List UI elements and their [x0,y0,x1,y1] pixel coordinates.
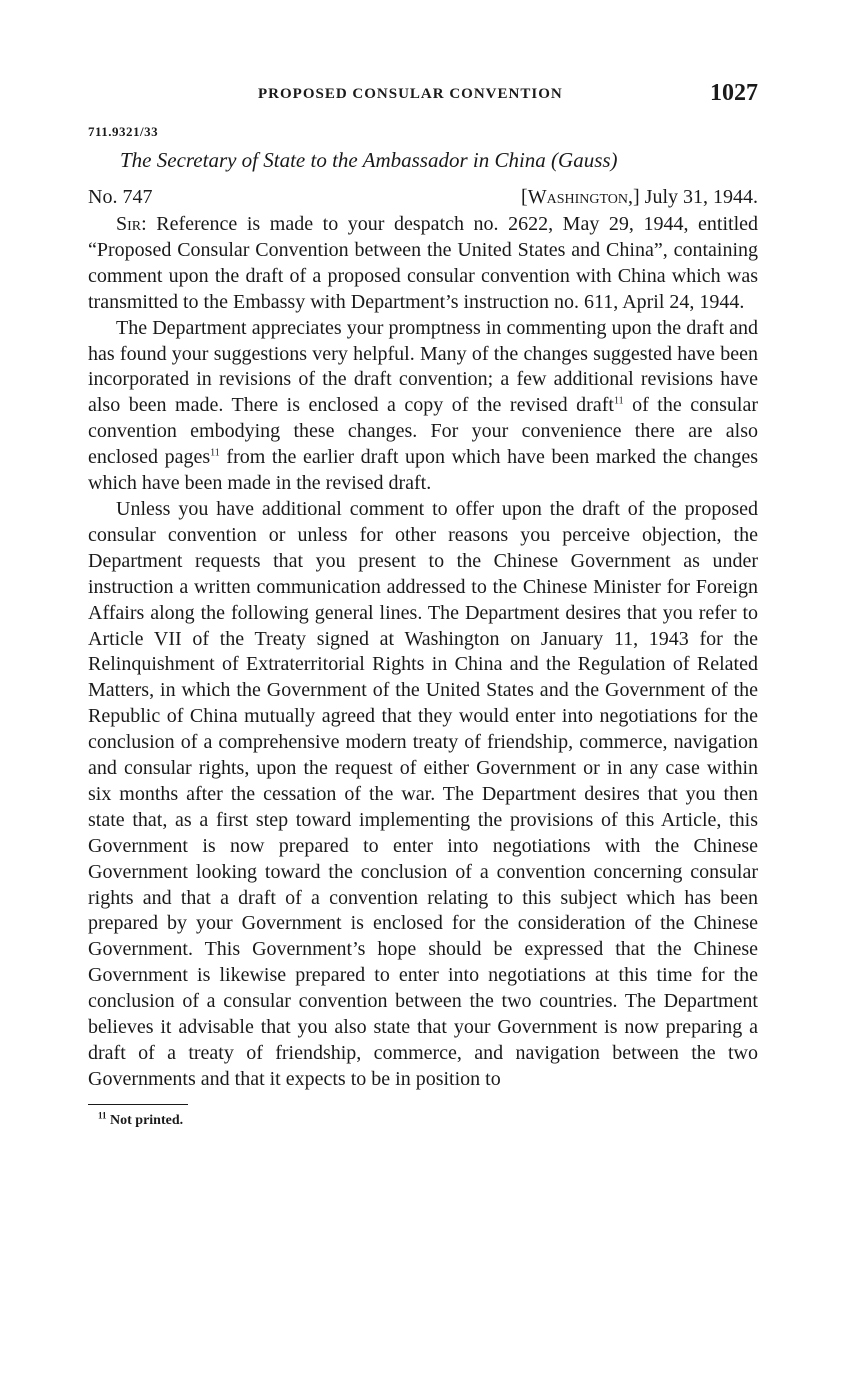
document-title: The Secretary of State to the Ambassador in China (Gauss) [120,148,618,172]
place-date [521,182,758,212]
paragraph-1 [88,212,758,316]
paragraph-3: Unless you have additional comment to offer upon the draft of the proposed consular convention or unless for other reasons you perceive objection, the Department requests that you present to the Chinese Government as under instruction a written communication addressed to the Chinese Minister for Foreign Affairs along the following general lines. The Department desires that you refer to Article VII of the Treaty signed at Washington on January 11, 1943 for the Relinquishment of Extraterritorial Rights in China and the Regulation of Related Matters, in which the Government of the United States and the Government of the Republic of China mutually agreed that they would enter into negotiations for the conclusion of a comprehensive modern treaty of friendship, commerce, navigation and consular rights, upon the request of either Government or in any case within six months after the cessation of the war. The Department desires that you then state that, as a first step toward implementing the provisions of this Article, this Government is now prepared to enter into negotiations with the Chinese Government looking toward the conclusion of a convention concerning consular rights and that a draft of a convention relating to this subject which has been prepared by your Government is enclosed for the consideration of the Chinese Government. This Government’s hope should be expressed that the Chinese Government is likewise prepared to enter into negotiations at this time for the conclusion of a consular convention between the two countries. The Department believes it advisable that you also state that your Government is now preparing a draft of a treaty of friendship, commerce, and navigation between the two Governments and that it expects to be in position to [88,497,758,1090]
document-date: July 31, 1944. [644,186,758,208]
footnote-ref: 11 [210,447,220,459]
document-meta-line [88,182,758,212]
footnote-text: Not printed. [110,1112,184,1128]
footnote [88,1110,758,1129]
paragraph-2-part-b: of the consular convention embodying these changes. For your convenience there are also enclosed pages [88,394,759,469]
running-head [88,78,758,112]
footnote-ref: 11 [613,395,624,407]
paragraph-2-part-c: from the earlier draft upon which have been marked the changes which have been made in the revised draft. [88,446,758,495]
salutation: Sir: [116,213,147,235]
page-number: 1027 [710,80,758,106]
footnote-divider [88,1104,188,1105]
paragraph-1-text: Reference is made to your despatch no. 2622, May 29, 1944, entitled “Proposed Consular Convention between the United States and China”, containing comment upon the draft of a proposed consular convention with China which was transmitted to the Embassy with Department’s instruction no. 611, April 24, 1944. [88,213,759,313]
document-number: No. 747 [88,186,153,208]
paragraph-2 [88,316,758,497]
paragraph-2-part-a: The Department appreciates your promptness in commenting upon the draft and has found your suggestions very helpful. Many of the changes suggested have been incorporated in revisions of the draft convention; a few additional revisions have also been made. There is enclosed a copy of the revised draft [88,316,758,417]
document-page [88,78,758,1129]
footnote-marker: 11 [98,1110,107,1121]
running-title: PROPOSED CONSULAR CONVENTION [258,86,563,102]
file-number: 711.9321/33 [88,124,159,139]
document-place: [Washington,] [521,186,640,208]
